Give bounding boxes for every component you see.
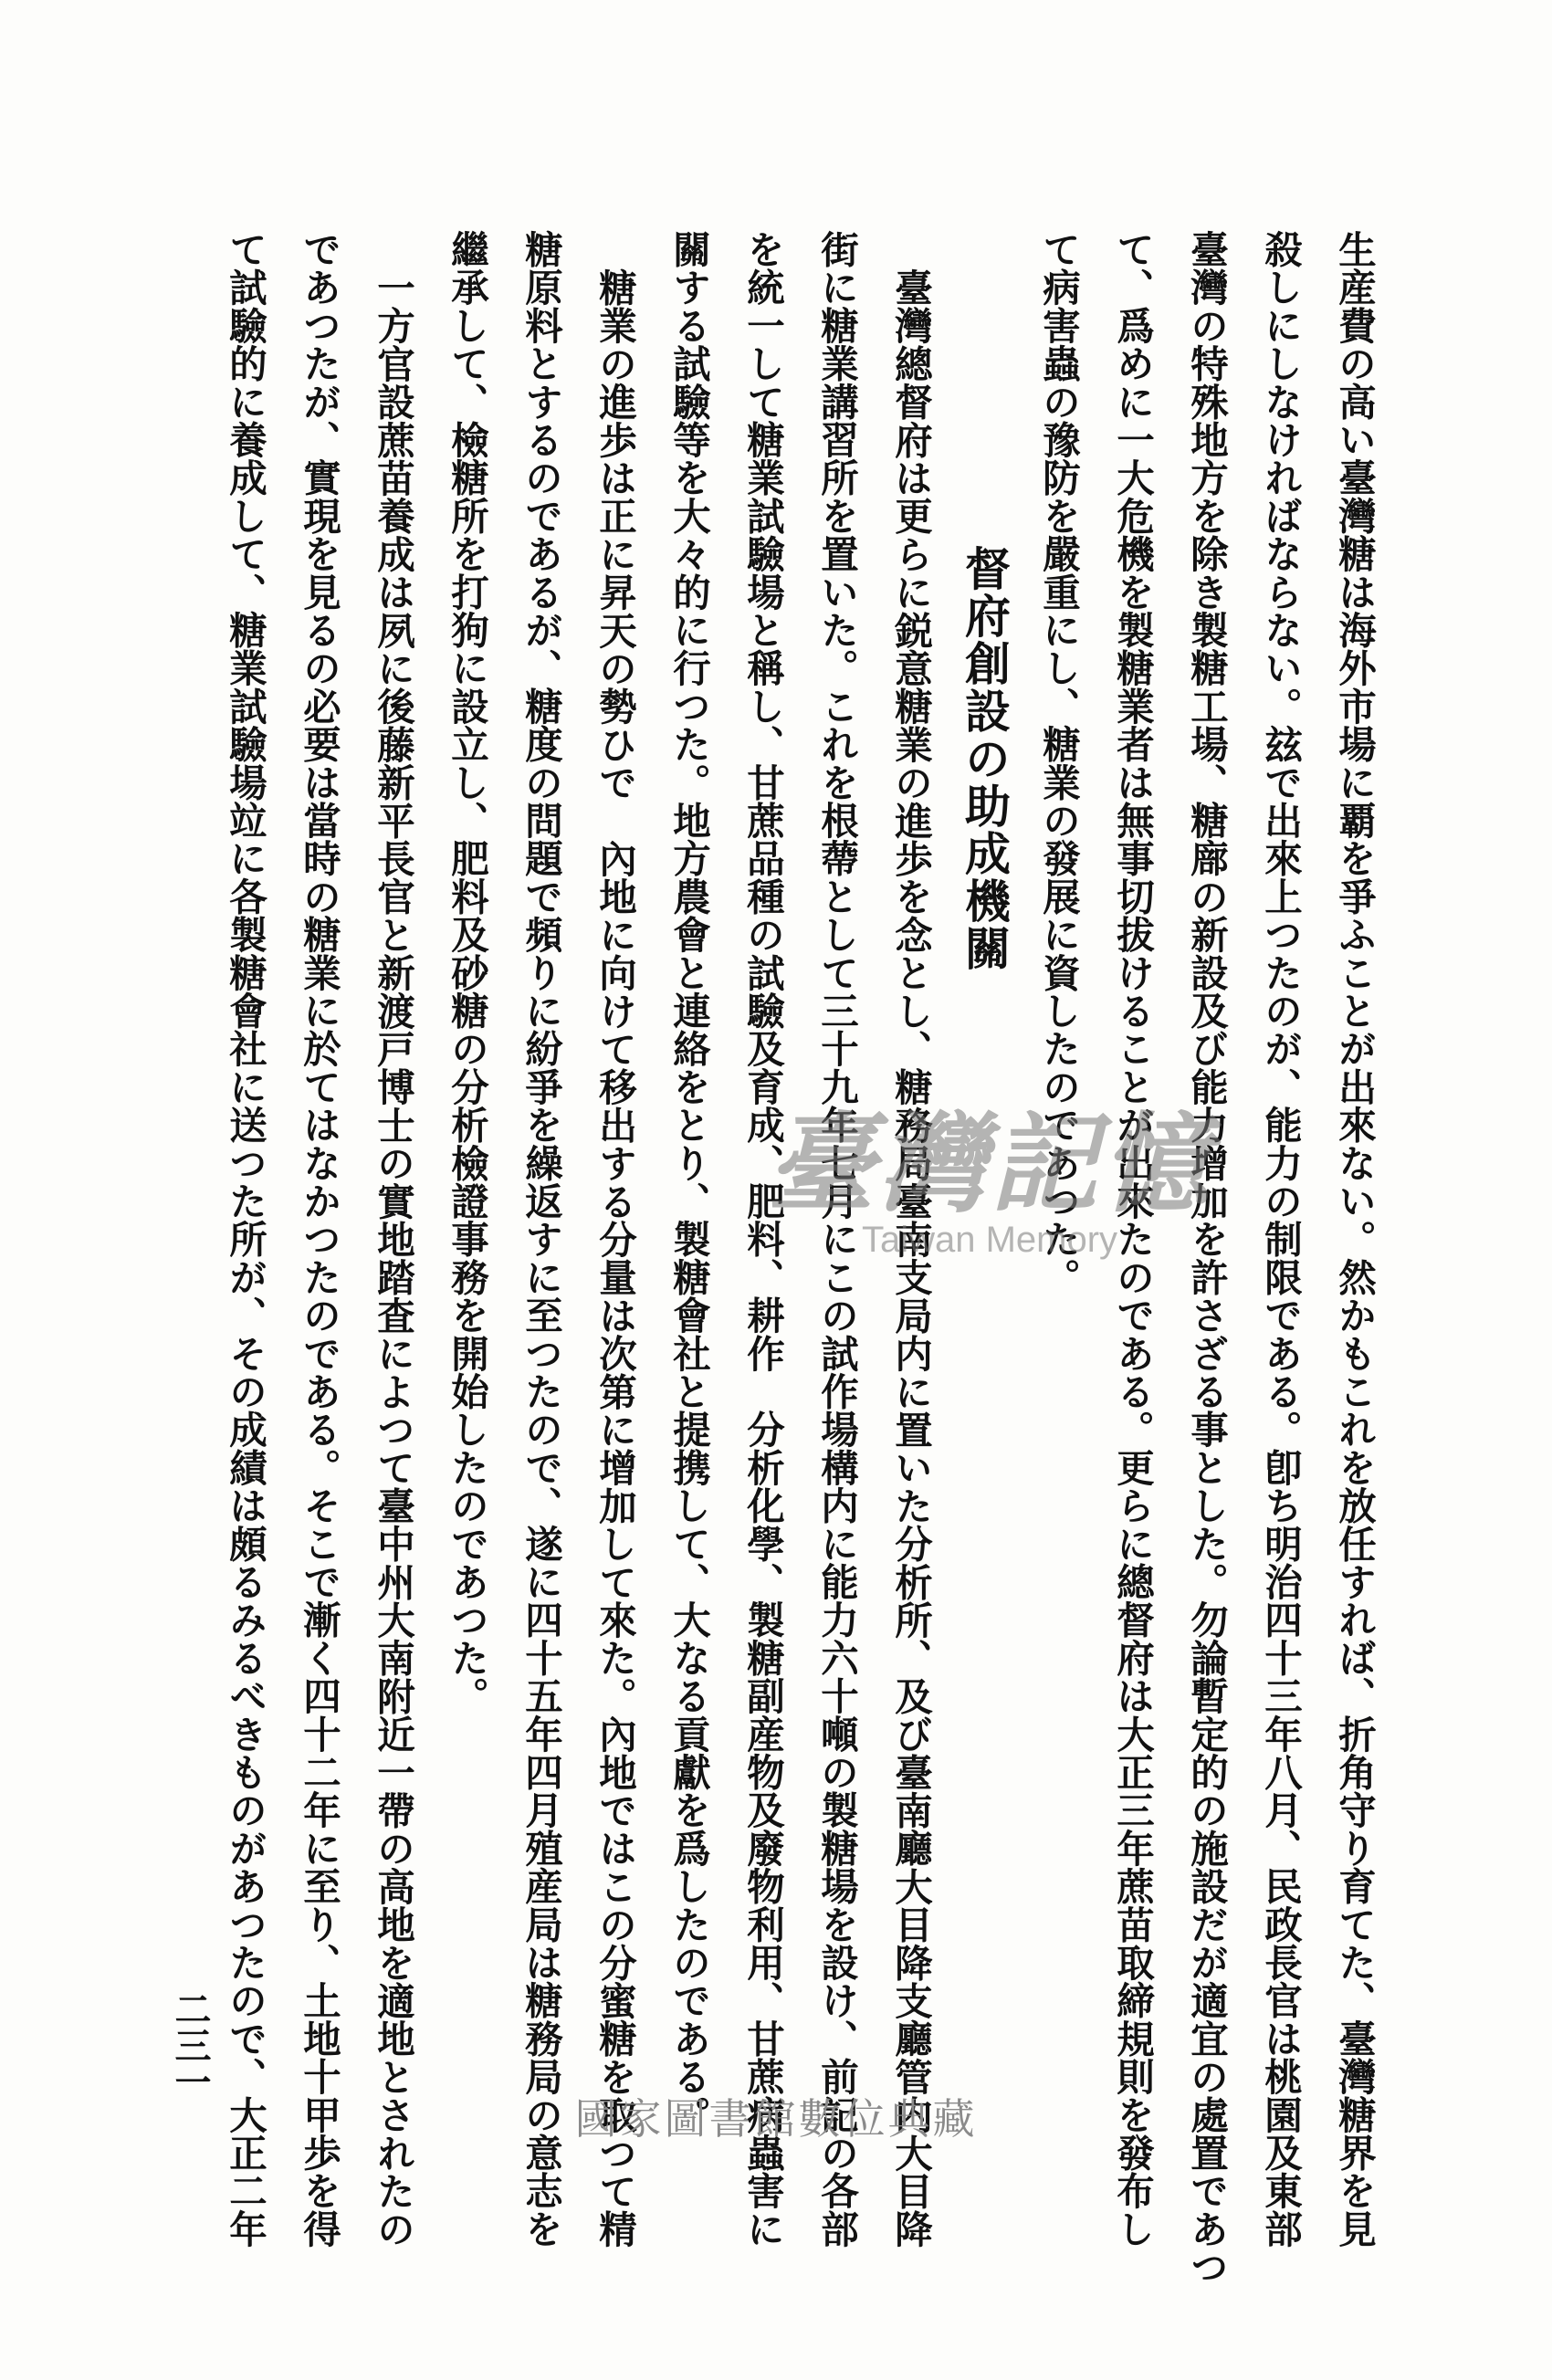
text-column: 殺しにしなければならない。玆で出來上つたのが、能力の制限である。卽ち明治四十三年八月、民政長官は桃園及東部 [1258,230,1303,2249]
watermark-logo-text: 臺灣記憶 [767,1100,1213,1227]
watermark-subtitle: Taiwan Memory [861,1220,1118,1260]
text-column: 一方官設蔗苗養成は夙に後藤新平長官と新渡戸博士の實地踏査によつて臺中州大南附近一帶の高地を適地とされたの [371,268,415,2249]
text-column: 繼承して、檢糖所を打狗に設立し、肥料及砂糖の分析檢證事務を開始したのであつた。 [445,230,489,1715]
text-column: 臺灣の特殊地方を除き製糖工場、糖廍の新設及び能力增加を許さざる事とした。勿論暫定的の施設だが適宜の處置であつ [1184,230,1229,2286]
text-column: て病害蟲の豫防を嚴重にし、糖業の發展に資したのであつた。 [1036,230,1081,1296]
text-column: 臺灣總督府は更らに鋭意糖業の進歩を念とし、糖務局臺南支局内に置いた分析所、及び臺南廳大目降支廳管内大目降 [888,268,933,2249]
text-column: て、爲めに一大危機を製糖業者は無事切拔けることが出來たのである。更らに總督府は大正三年蔗苗取締規則を發布し [1110,230,1155,2249]
text-column: 街に糖業講習所を置いた。これを根蔕として三十九年七月にこの試作場構内に能力六十噸の製糖場を設け、前記の各部 [814,230,859,2249]
text-column: を統一して糖業試驗場と稱し、甘蔗品種の試驗及育成、肥料、耕作 分析化學、製糖副産物及廢物利用、甘蔗病蟲害に [740,230,785,2249]
text-column: て試驗的に養成して、糖業試驗場竝に各製糖會社に送つた所が、その成績は頗るみるべきものがあつたので、大正二年 [223,230,267,2249]
text-column: であつたが、實現を見るの必要は當時の糖業に於てはなかつたのである。そこで漸く四十二年に至り、土地十甲歩を得 [297,230,341,2249]
text-column: 糖原料とするのであるが、糖度の問題で頻りに紛爭を繰返すに至つたので、遂に四十五年四月殖産局は糖務局の意志を [519,230,563,2249]
page-number: 二三一 [169,1990,212,2100]
text-column: 關する試驗等を大々的に行つた。地方農會と連絡をとり、製糖會社と提携して、大なる貢獻を爲したのである。 [666,230,711,2134]
footer-credit: 國家圖書館數位典藏 [574,2094,978,2144]
section-heading: 督府創設の助成機關 [958,545,1012,972]
text-column: 糖業の進歩は正に昇天の勢ひで 內地に向けて移出する分量は次第に增加して來た。內地ではこの分蜜糖を取つて精 [592,268,637,2249]
text-column: 生産費の高い臺灣糖は海外市場に覇を爭ふことが出來ない。然かもこれを放任すれば、折角守り育てた、臺灣糖界を見 [1332,230,1377,2249]
